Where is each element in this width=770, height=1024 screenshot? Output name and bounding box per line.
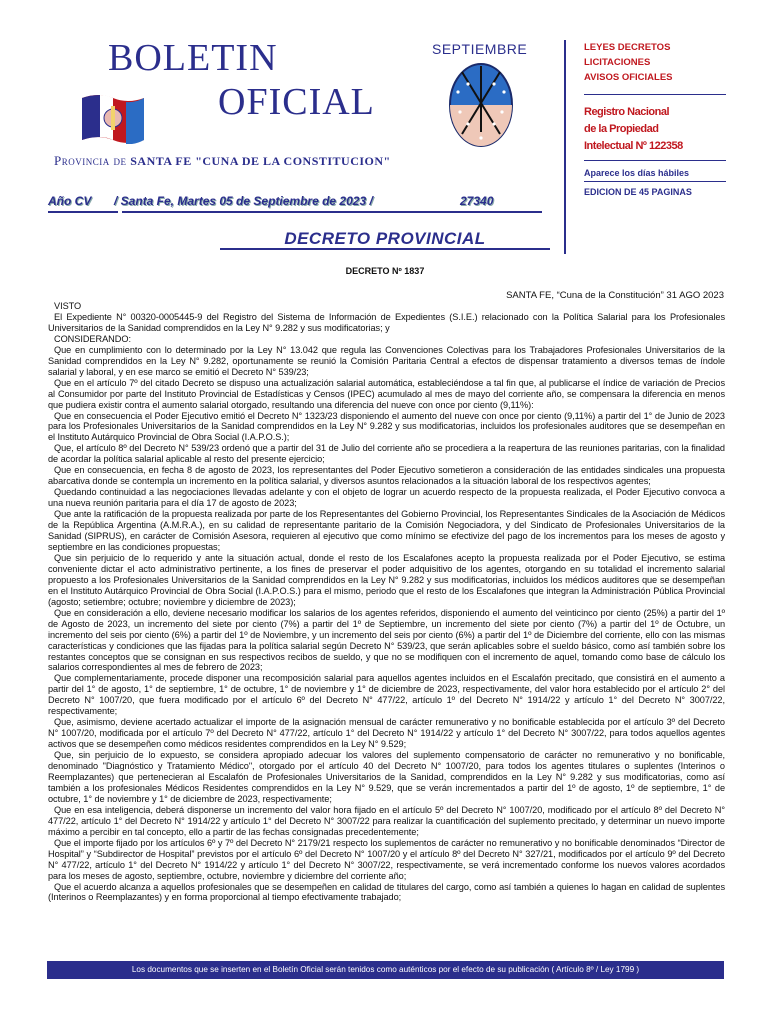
publication-frequency: Aparece los días hábiles: [584, 168, 690, 178]
paragraph: Que en cumplimiento con lo determinado por la Ley N° 13.042 que regula las Convenciones Colectivas para los Trabajadores Profesionales Universitarios de la Sanidad comprendidos en la Ley N° 9.282, oportunamente se reunió la Comisión Paritaria Central a efectos de dispensar tratamiento a diversos temas de índole salarial y laboral, y en ese marco se emitió el Decreto N° 539/23;: [48, 344, 725, 377]
paragraph: Que, sin perjuicio de lo expuesto, se considera apropiado adecuar los valores del suplemento compensatorio de carácter no remunerativo y no bonificable, denominado "Diagnóstico y Tratamiento Médico", otorgado por el artículo 40 del Decreto N° 1007/20, para todos los agentes titulares o suplentes (Interinos o Reemplazantes) que pertenecieran al Escalafón de Profesionales Universitarios de la Sanidad, comprendidos en la Ley N° 9.282 y sus modificatorias, como así también a los profesionales Médicos Residentes comprendidos en la Ley N° 9.529, que se verán incrementados a partir del 1º de agosto, 1º de septiembre, 1° de octubre, 1° de noviembre y 1° de diciembre de 2023, respectivamente;: [48, 750, 725, 804]
province-line: [54, 153, 391, 169]
issue-underline-year: [48, 211, 118, 213]
paragraph: Que sin perjuicio de lo requerido y ante la situación actual, donde el resto de los Escalafones acepto la propuesta realizada por el Poder Ejecutivo, se estima conveniente dictar el acto administrativo pertinente, a los fines de preservar el poder adquisitivo de los agentes, otorgando en su totalidad el incremento salarial propuesto a los Profesionales Universitarios de la Sanidad comprendidos en la Ley N° 9.282 y sus modificatorias, incluidos los médicos auditores que se desempeñan en el Instituto Autárquico Provincial de Obra Social (I.A.P.O.S.) para el mismo, periodo que el resto de los Escalafones que integran la Administración Pública Provincial (agosto; setiembre; octubre; noviembre y diciembre de 2023);: [48, 552, 725, 607]
issue-year: Año CV: [48, 194, 92, 208]
paragraph: Que en consecuencia, en fecha 8 de agosto de 2023, los representantes del Poder Ejecutivo sometieron a consideración de las entidades sindicales una propuesta abarcativa donde se contempla un incremento en la política salarial, y diversos asuntos relacionados a la situación laboral de los respectivos agentes;: [48, 465, 725, 487]
provincial-shield-icon: [448, 62, 514, 148]
issue-month: SEPTIEMBRE: [432, 41, 528, 57]
province-prefix: Provincia de: [54, 153, 131, 168]
registry-line2: de la Propiedad: [584, 123, 659, 135]
provincial-flag-icon: [80, 92, 146, 144]
section-title: DECRETO PROVINCIAL: [284, 229, 486, 248]
issue-date: / Santa Fe, Martes 05 de Septiembre de 2023 /: [114, 194, 373, 208]
paragraph: Que en consecuencia el Poder Ejecutivo emitió el Decreto N° 1323/23 disponiendo el aumento del nueve con once por ciento (9,11%) a partir del 1° de Junio de 2023 para los Profesionales Universitarios de la Sanidad comprendidos en la Ley N° 9.282 y sus modificatorias, incluidos los profesionales auditores que se desempeñan en el Instituto Autárquico Provincial de Obra Social (I.A.P.O.S.);: [48, 410, 725, 443]
registry-line1: Registro Nacional: [584, 106, 670, 118]
paragraph: Que en el artículo 7º del citado Decreto se dispuso una actualización salarial automática, estableciéndose a tal fin que, al publicarse el índice de variación de Precios al Consumidor por parte del Instituto Provincial de Estadísticas y Censos (IPEC) acumulado al mes de mayo del corriente año, se compensara la diferencia en menos que pudiera existir contra el aumento salarial otorgado, resultando una diferencia del nueve con once por ciento (9,11%):: [48, 377, 725, 410]
decree-number: DECRETO Nº 1837: [345, 266, 425, 276]
paragraph: Quedando continuidad a las negociaciones llevadas adelante y con el objeto de lograr un acuerdo respecto de la propuesta realizada, el Poder Ejecutivo convoca a una nueva reunión paritaria para el día 17 de agosto de 2023;: [48, 487, 725, 509]
paragraph: Que, el artículo 8º del Decreto N° 539/23 ordenó que a partir del 31 de Julio del corriente año se procediera a la reapertura de las reuniones paritarias, con la finalidad de acordar la política salarial aplicable al resto del presente ejercicio;: [48, 443, 725, 465]
issue-number: 27340: [460, 194, 494, 208]
issue-underline-date: [122, 211, 542, 213]
right-divider-top: [584, 94, 726, 95]
paragraph: Que el acuerdo alcanza a aquellos profesionales que se desempeñen en calidad de titulares del cargo, como así también a quienes lo hagan en calidad de suplentes (Interinos o Reemplazantes) y en forma proporcional al tiempo efectivamente trabajado;: [48, 881, 725, 903]
masthead-title-line2: OFICIAL: [218, 81, 375, 123]
registry-line3: Intelectual Nº 122358: [584, 140, 683, 152]
category-laws-decrees: LEYES DECRETOS: [584, 42, 671, 53]
decree-place-date: SANTA FE, “Cuna de la Constitución” 31 AGO 2023: [506, 290, 724, 301]
province-name: SANTA FE "CUNA DE LA CONSTITUCION": [130, 154, 391, 168]
masthead-title-line1: BOLETIN: [108, 37, 278, 79]
paragraph: Que en consideración a ello, deviene necesario modificar los salarios de los agentes referidos, disponiendo el aumento del veinticinco por ciento (25%) a partir del 1º de Agosto de 2023, un incremento del siete por ciento (7%) a partir del 1º de Septiembre, un incremento del siete por ciento (7%) a partir del 1º de Octubre, un incremento del seis por ciento (6%) a partir del 1º de Noviembre, y un incremento del seis por ciento (6%) a partir del 1º de Diciembre del corriente, ello con las mismas características y condiciones que las fijadas para la política salarial según Decreto N° 539/23, que serán aplicables sobre el sueldo básico, como así también sobre los restantes conceptos que se consignan en sus respectivos recibos de sueldo, y que no se modifiquen con el incremento de aquel, tomando como base de cálculo los salarios correspondientes al mes de febrero de 2023;: [48, 607, 725, 673]
paragraph: Que en esa inteligencia, deberá disponerse un incremento del valor hora fijado en el artículo 5º del Decreto N° 1007/20, modificado por el artículo 8º del Decreto N° 477/22, artículo 1° del Decreto N° 1914/22 y artículo 1° del Decreto N° 3007/22 para realizar la cuantificación del suplemento precitado, y determinar un nuevo importe máximo a percibir en tal concepto, ello a partir de las fechas consignadas precedentemente;: [48, 804, 725, 837]
paragraph: Que complementariamente, procede disponer una recomposición salarial para aquellos agentes incluidos en el Escalafón precitado, que consistirá en el aumento a partir del 1° de agosto, 1° de septiembre, 1° de octubre, 1° de noviembre y 1° de diciembre de 2023, respectivamente, del valor hora establecido por el artículo 2° del Decreto N° 1007/20, que fuera modificado por el artículo 6º del Decreto N° 477/22, artículo 1º del Decreto N° 1914/22 y artículo 1° del Decreto N° 3007/22, respectivamente;: [48, 673, 725, 717]
masthead-divider: [564, 40, 566, 254]
paragraph-visto: VISTO: [54, 301, 82, 311]
paragraph: El Expediente N° 00320-0005445-9 del Registro del Sistema de Información de Expedientes (S.I.E.) relacionado con la Política Salarial para los Profesionales Universitarios de la Sanidad comprendidos en la Ley N° 9.282 y sus modificatorias; y: [48, 311, 725, 333]
category-official-notices: AVISOS OFICIALES: [584, 72, 673, 83]
registry-info: [584, 104, 683, 155]
edition-pages: EDICION DE 45 PAGINAS: [584, 187, 692, 197]
right-divider-bottom: [584, 181, 726, 182]
category-tenders: LICITACIONES: [584, 57, 651, 68]
paragraph-considerando: CONSIDERANDO:: [54, 333, 131, 344]
paragraph: Que el importe fijado por los artículos 6º y 7º del Decreto N° 2179/21 respecto los suplementos de carácter no remunerativo y no bonificable denominados “Director de Hospital” y “Subdirector de Hospital” previstos por el artículo 6º del Decreto N° 1007/20 y el artículo 8º del Decreto N° 327/21, modificados por el artículo 9º del Decreto N° 477/22, artículo 1° del Decreto N° 1914/22 y artículo 1° del Decreto N° 3007/22, respectivamente, se verá incrementado conforme los nuevos valores acordados para los meses de agosto, septiembre, octubre, noviembre y diciembre del corriente año;: [48, 837, 725, 881]
paragraph: Que ante la ratificación de la propuesta realizada por parte de los Representantes del Gobierno Provincial, los Representantes Sindicales de la Asociación de Médicos de la República Argentina (A.M.R.A.), en su calidad de representante paritario de la Comisión Negociadora, y del Sindicato de Profesionales Universitarios de la Sanidad (SIPRUS), en carácter de Comisión Asesora, requieren al ejecutivo que como mínimo se efectivize del pago de los incrementos para los meses de agosto y septiembre en las condiciones propuestas;: [48, 509, 725, 552]
section-title-underline: [220, 248, 550, 250]
right-divider-mid: [584, 160, 726, 161]
paragraph: Que, asimismo, deviene acertado actualizar el importe de la asignación mensual de carácter remunerativo y no bonificable establecida por el artículo 3º del Decreto N° 1007/20, modificada por el artículo 7º del Decreto N° 477/22, artículo 1° del Decreto N° 1914/22 y artículo 1° del Decreto N° 3007/22, para todos aquellos agentes activos que se desempeñen como médicos residentes comprendidos en la Ley N° 9.529;: [48, 717, 725, 750]
footer-legal-notice: Los documentos que se inserten en el Boletín Oficial serán tenidos como auténticos por el efecto de su publicación ( Artículo 8º / Ley 1799 ): [47, 961, 724, 979]
decree-body: [48, 301, 725, 903]
